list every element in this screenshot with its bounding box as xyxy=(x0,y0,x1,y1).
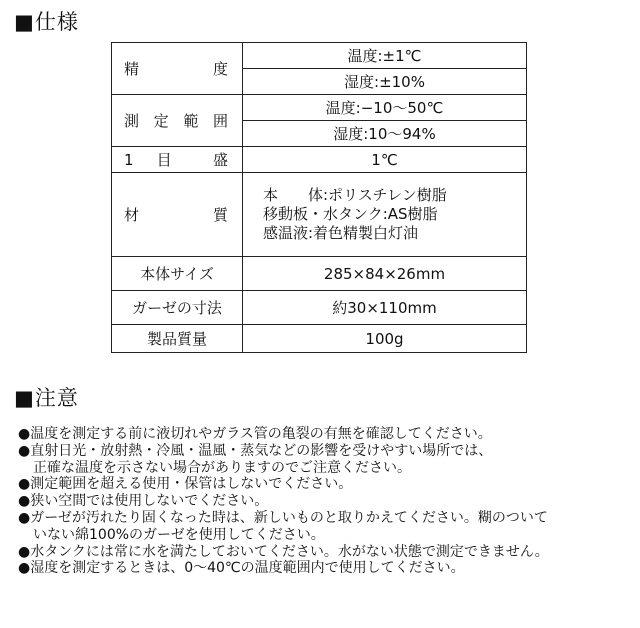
spec-heading: ■仕様 xyxy=(14,10,79,34)
note-item: ●湿度を測定するときは、0〜40℃の温度範囲内で使用してください。 xyxy=(18,560,465,577)
spec-row-scale xyxy=(112,147,527,173)
note-item: ●狭い空間では使用しないでください。 xyxy=(18,493,269,510)
spec-row-size xyxy=(112,257,527,291)
note-item-continuation: いない綿100%のガーゼを使用してください。 xyxy=(33,526,325,543)
spec-row-range xyxy=(112,95,527,121)
spec-label-range: 測定範囲 xyxy=(112,95,243,147)
spec-label-weight: 製品質量 xyxy=(112,325,243,353)
note-item: ●測定範囲を超える使用・保管はしないでください。 xyxy=(18,476,353,493)
spec-label-material: 材 質 xyxy=(112,173,243,257)
note-item-continuation: 正確な温度を示さない場合がありますのでご注意ください。 xyxy=(33,459,411,476)
note-item: ●水タンクには常に水を満たしておいてください。水がない状態で測定できません。 xyxy=(18,543,549,560)
spec-row-weight xyxy=(112,325,527,353)
spec-value-range-temp: 温度:−10〜50℃ xyxy=(243,95,527,121)
notes-list xyxy=(18,426,636,577)
material-line-body: 本 体:ポリスチレン樹脂 xyxy=(263,186,447,204)
spec-value-weight: 100g xyxy=(243,325,527,353)
spec-label-scale: 1 目 盛 xyxy=(112,147,243,173)
note-item: ●温度を測定する前に液切れやガラス管の亀裂の有無を確認してください。 xyxy=(18,426,492,442)
material-line-plate: 移動板・水タンク:AS樹脂 xyxy=(263,205,438,223)
spec-label-gauze: ガーゼの寸法 xyxy=(112,291,243,325)
spec-row-gauze xyxy=(112,291,527,325)
spec-label-accuracy: 精 度 xyxy=(112,43,243,95)
spec-label-size: 本体サイズ xyxy=(112,257,243,291)
spec-table xyxy=(111,42,527,353)
spec-value-accuracy-temp: 温度:±1℃ xyxy=(243,43,527,69)
spec-value-scale: 1℃ xyxy=(243,147,527,173)
note-item: ●直射日光・放射熱・冷風・温風・蒸気などの影響を受けやすい場所では、 xyxy=(18,442,493,459)
material-line-liquid: 感温液:着色精製白灯油 xyxy=(263,224,419,242)
spec-value-accuracy-humidity: 湿度:±10% xyxy=(243,69,527,95)
spec-value-material xyxy=(243,173,527,257)
spec-value-range-humidity: 湿度:10〜94% xyxy=(243,121,527,147)
spec-row-material xyxy=(112,173,527,257)
note-item: ●ガーゼが汚れたり固くなった時は、新しいものと取りかえてください。糊のついて xyxy=(18,509,548,526)
spec-value-size: 285×84×26mm xyxy=(243,257,527,291)
spec-value-gauze: 約30×110mm xyxy=(243,291,527,325)
spec-row-accuracy xyxy=(112,43,527,69)
notes-heading: ■注意 xyxy=(14,386,79,410)
